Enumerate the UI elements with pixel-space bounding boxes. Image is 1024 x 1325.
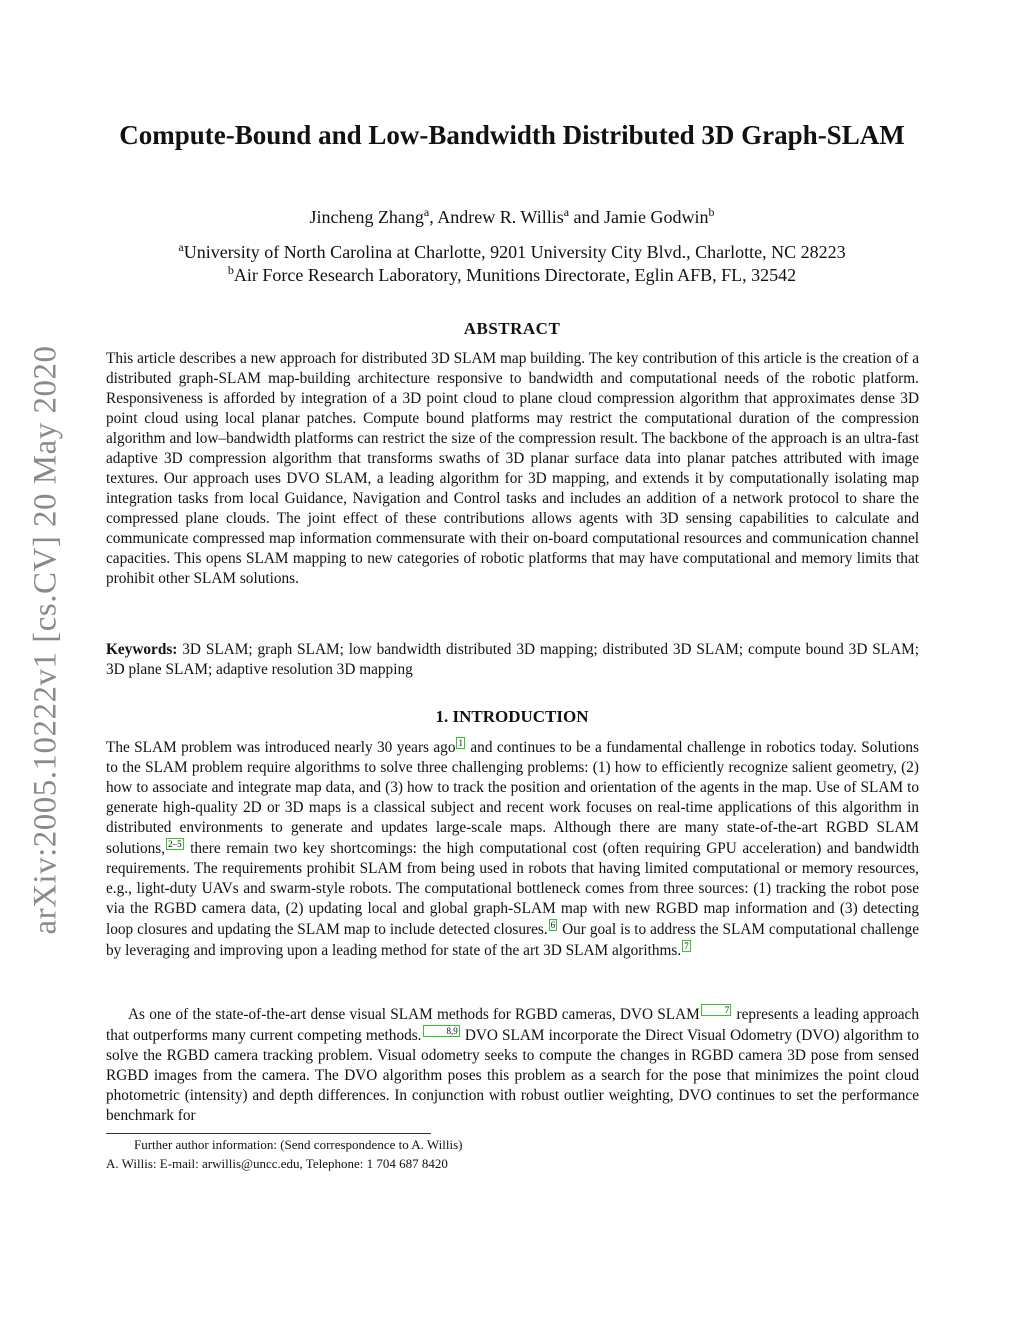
abstract-heading: ABSTRACT <box>463 319 561 338</box>
keywords-text: 3D SLAM; graph SLAM; low bandwidth distributed 3D mapping; distributed 3D SLAM; compute bound 3D SLAM; 3D plane SLAM; adaptive resolution 3D mapping <box>106 641 919 678</box>
affiliation-b <box>105 263 919 286</box>
author-list <box>105 205 919 228</box>
affil-text: Air Force Research Laboratory, Munitions Directorate, Eglin AFB, FL, 32542 <box>233 265 797 285</box>
intro-paragraph-1 <box>106 737 919 961</box>
citation-link[interactable]: 6 <box>550 920 556 930</box>
citation-link[interactable]: 7 <box>701 1004 732 1016</box>
paragraph-text: The SLAM problem was introduced nearly 30 years ago <box>106 739 456 756</box>
intro-paragraph-2 <box>106 1004 919 1126</box>
citation-link[interactable]: 8,9 <box>423 1025 460 1037</box>
affil-text: University of North Carolina at Charlotte, 9201 University City Blvd., Charlotte, NC 28223 <box>183 242 846 262</box>
affil-mark: a <box>178 240 184 254</box>
citation-link[interactable]: 7 <box>684 941 689 951</box>
author-name: Andrew R. Willis <box>437 207 564 227</box>
paragraph-text: As one of the state-of-the-art dense visual SLAM methods for RGBD cameras, DVO SLAM <box>128 1006 700 1023</box>
author-affil-mark: a <box>423 205 430 219</box>
paragraph-text: there remain two key shortcomings: the high computational cost (often requiring GPU acceleration) and bandwidth requirements. The requirements prohibit SLAM from being used in robots that having limited computational or memory resources, e.g., light-duty UAVs and swarm-style robots. The computational bottleneck comes from three sources: (1) tracking the robot pose via the RGBD camera data, (2) updating local and global graph-SLAM map with new RGBD map information and (3) detecting loop closures and updating the SLAM map to include detected closures. <box>106 840 919 938</box>
affil-mark: b <box>227 263 234 277</box>
paragraph-text: DVO SLAM incorporate the Direct Visual Odometry (DVO) algorithm to solve the RGBD camera tracking problem. Visual odometry seeks to compute the changes in RGBD camera 3D pose from sensed RGBD images from the camera. The DVO algorithm poses this problem as a search for the pose that minimizes the point cloud photometric (intensity) and depth differences. In conjunction with robust outlier weighting, DVO continues to set the performance benchmark for <box>106 1027 919 1124</box>
footnote-line-2: A. Willis: E-mail: arwillis@uncc.edu, Telephone: 1 704 687 8420 <box>106 1156 448 1171</box>
arxiv-identifier[interactable]: arXiv:2005.10222v1 [cs.CV] 20 May 2020 <box>27 345 64 935</box>
footnote-divider <box>106 1133 431 1134</box>
paragraph-text: Our goal is to address the SLAM computational challenge by leveraging and improving upon a leading method for state of the art 3D SLAM algorithms. <box>106 921 919 959</box>
author-name: Jamie Godwin <box>604 207 709 227</box>
footnote-line-1: Further author information: (Send correspondence to A. Willis) <box>134 1137 463 1152</box>
abstract-body: This article describes a new approach for distributed 3D SLAM map building. The key contribution of this article is the creation of a distributed graph-SLAM map-building architecture responsive to bandwidth and computational needs of the robotic platform. Responsiveness is afforded by integration of a 3D point cloud to plane cloud compression algorithm that approximates dense 3D point cloud using local planar patches. Compute bound platforms may restrict the computational duration of the compression algorithm and low–bandwidth platforms can restrict the size of the compression result. The backbone of the approach is an ultra-fast adaptive 3D compression algorithm that transforms swaths of 3D planar surface data into planar patches attributed with image textures. Our approach uses DVO SLAM, a leading algorithm for 3D mapping, and extends it by computationally isolating map integration tasks from local Guidance, Navigation and Control tasks and includes an addition of a network protocol to share the compressed plane clouds. The joint effect of these contributions allows agents with 3D sensing capabilities to calculate and communicate compressed map information commensurate with their on-board computational resources and communication channel capacities. This opens SLAM mapping to new categories of robotic platforms that may have computational and memory limits that prohibit other SLAM solutions. <box>106 350 919 587</box>
keywords <box>106 640 919 680</box>
paper-title: Compute-Bound and Low-Bandwidth Distributed 3D Graph-SLAM <box>119 120 905 150</box>
paragraph-text: and continues to be a fundamental challenge in robotics today. Solutions to the SLAM problem require algorithms to solve three challenging problems: (1) how to efficiently recognize salient geometry, (2) how to associate and integrate map data, and (3) how to track the position and orientation of the agents in the map. Use of SLAM to generate high-quality 2D or 3D maps is a classical subject and recent work focuses on real-time applications of this algorithm in distributed environments to generate and updates large-scale maps. Although there are many state-of-the-art RGBD SLAM solutions, <box>106 739 919 857</box>
affiliation-a <box>105 240 919 263</box>
section-heading-introduction: 1. INTRODUCTION <box>435 707 589 726</box>
author-separator: , <box>429 207 438 227</box>
keywords-label: Keywords: <box>106 641 178 658</box>
arxiv-sidebar <box>28 340 64 940</box>
author-affil-mark: b <box>708 205 715 219</box>
citation-link[interactable]: 2–5 <box>168 839 182 849</box>
author-name: Jincheng Zhang <box>309 207 424 227</box>
paragraph-text: represents a leading approach that outperforms many current competing methods. <box>106 1006 919 1044</box>
author-affil-mark: a <box>563 205 570 219</box>
citation-link[interactable]: 1 <box>458 738 463 748</box>
author-separator: and <box>569 207 605 227</box>
